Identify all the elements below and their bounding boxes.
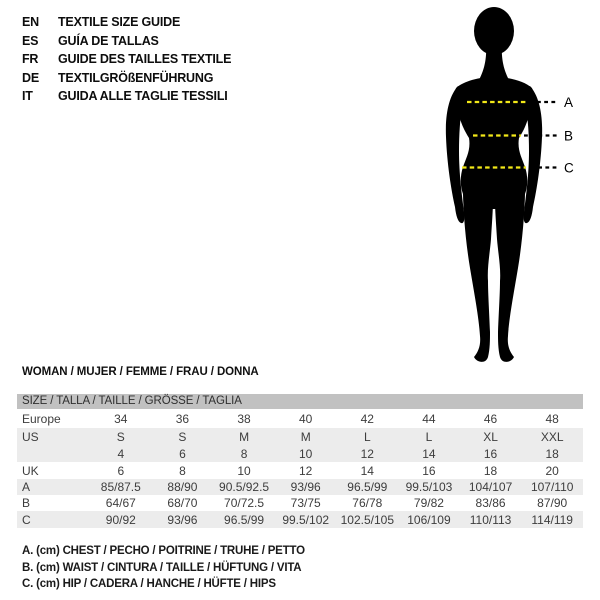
row-label: A [22,480,31,494]
table-row-hip-c [17,511,583,528]
row-label: US [22,429,39,444]
measurement-notes [22,543,305,593]
cell: M [300,429,311,444]
cell: 6 [117,463,125,478]
cell: 93/96 [167,512,198,527]
language-title: TEXTILE SIZE GUIDE [58,15,181,30]
cell: 36 [175,411,190,426]
cell: 107/110 [530,480,574,494]
table-row-waist-b [17,495,583,511]
cell: 42 [360,411,374,426]
cell: 90/92 [105,512,136,527]
table-row-europe [17,409,583,428]
note-waist: B. (cm) WAIST / CINTURA / TAILLE / HÜFTUNG / VITA [22,561,302,574]
table-row-chest-a [17,479,583,495]
cell: 88/90 [167,480,198,494]
language-title: GUIDE DES TAILLES TEXTILE [58,52,232,67]
table-row-us-letters [17,428,583,445]
cell: 34 [114,411,128,426]
cell: 18 [483,463,498,478]
silhouette-right-leg [495,170,525,362]
cell: 85/87.5 [100,480,141,494]
cell: 114/119 [531,512,573,527]
language-title-list [22,13,231,106]
row-label: C [22,512,31,527]
cell: 38 [237,411,251,426]
row-label: B [22,496,31,510]
language-title: GUÍA DE TALLAS [58,33,159,48]
cell: 48 [545,411,559,426]
note-hip: C. (cm) HIP / CADERA / HANCHE / HÜFTE / HIPS [22,578,276,590]
cell: S [178,429,187,444]
language-row-es [22,32,231,51]
cell: XL [483,429,498,444]
table-row-uk [17,462,583,479]
cell: 10 [237,463,251,478]
cell: 8 [179,463,186,478]
marker-label-c: C [564,160,574,176]
cell: 70/72.5 [224,496,265,510]
language-row-it [22,87,231,106]
language-code: ES [22,33,39,48]
table-header: SIZE / TALLA / TAILLE / GRÖSSE / TAGLIA [17,394,583,409]
cell: 87/90 [537,496,568,510]
language-row-de [22,69,231,88]
woman-silhouette-figure [400,0,600,380]
cell: 93/96 [290,480,321,494]
cell: 4 [117,446,125,461]
cell: 102.5/105 [340,512,394,527]
marker-label-a: A [564,95,574,110]
language-code: EN [22,15,39,30]
cell: 44 [422,411,436,426]
cell: 96.5/99 [224,512,265,527]
cell: 68/70 [167,496,198,510]
cell: 10 [299,446,313,461]
language-code: DE [22,70,39,85]
cell: XXL [540,429,564,444]
cell: 64/67 [105,496,136,510]
cell: 83/86 [475,496,506,510]
table-row-us-numbers [17,445,583,462]
section-title-woman: WOMAN / MUJER / FEMME / FRAU / DONNA [22,366,259,378]
cell: 14 [360,463,374,478]
cell: 6 [179,446,186,461]
cell: M [239,429,250,444]
cell: 12 [360,446,374,461]
cell: 8 [240,446,248,461]
language-code: FR [22,52,39,67]
language-row-en [22,13,231,32]
size-table [17,394,583,528]
cell: 12 [299,463,313,478]
cell: 20 [545,463,559,478]
cell: L [425,429,433,444]
row-label: Europe [22,411,61,426]
language-code: IT [22,89,33,104]
silhouette-left-leg [463,170,493,362]
cell: 46 [483,411,498,426]
size-figure [400,0,600,380]
cell: 16 [483,446,498,461]
cell: L [363,429,371,444]
marker-label-b: B [564,128,574,144]
cell: 110/113 [469,512,512,527]
cell: S [116,429,125,444]
language-row-fr [22,50,231,69]
cell: 90.5/92.5 [219,480,270,494]
language-title: GUIDA ALLE TAGLIE TESSILI [58,89,228,104]
cell: 96.5/99 [347,480,388,494]
cell: 79/82 [413,496,444,510]
cell: 14 [422,446,436,461]
note-chest: A. (cm) CHEST / PECHO / POITRINE / TRUHE / PETTO [22,545,305,557]
cell: 18 [545,446,559,461]
cell: 76/78 [352,496,383,510]
cell: 40 [299,411,313,426]
cell: 99.5/102 [282,512,330,527]
cell: 73/75 [290,496,321,510]
cell: 99.5/103 [405,480,453,494]
row-label: UK [22,463,39,478]
language-title: TEXTILGRÖßENFÜHRUNG [58,70,214,85]
cell: 104/107 [468,480,513,494]
cell: 16 [422,463,436,478]
cell: 106/109 [407,512,451,527]
